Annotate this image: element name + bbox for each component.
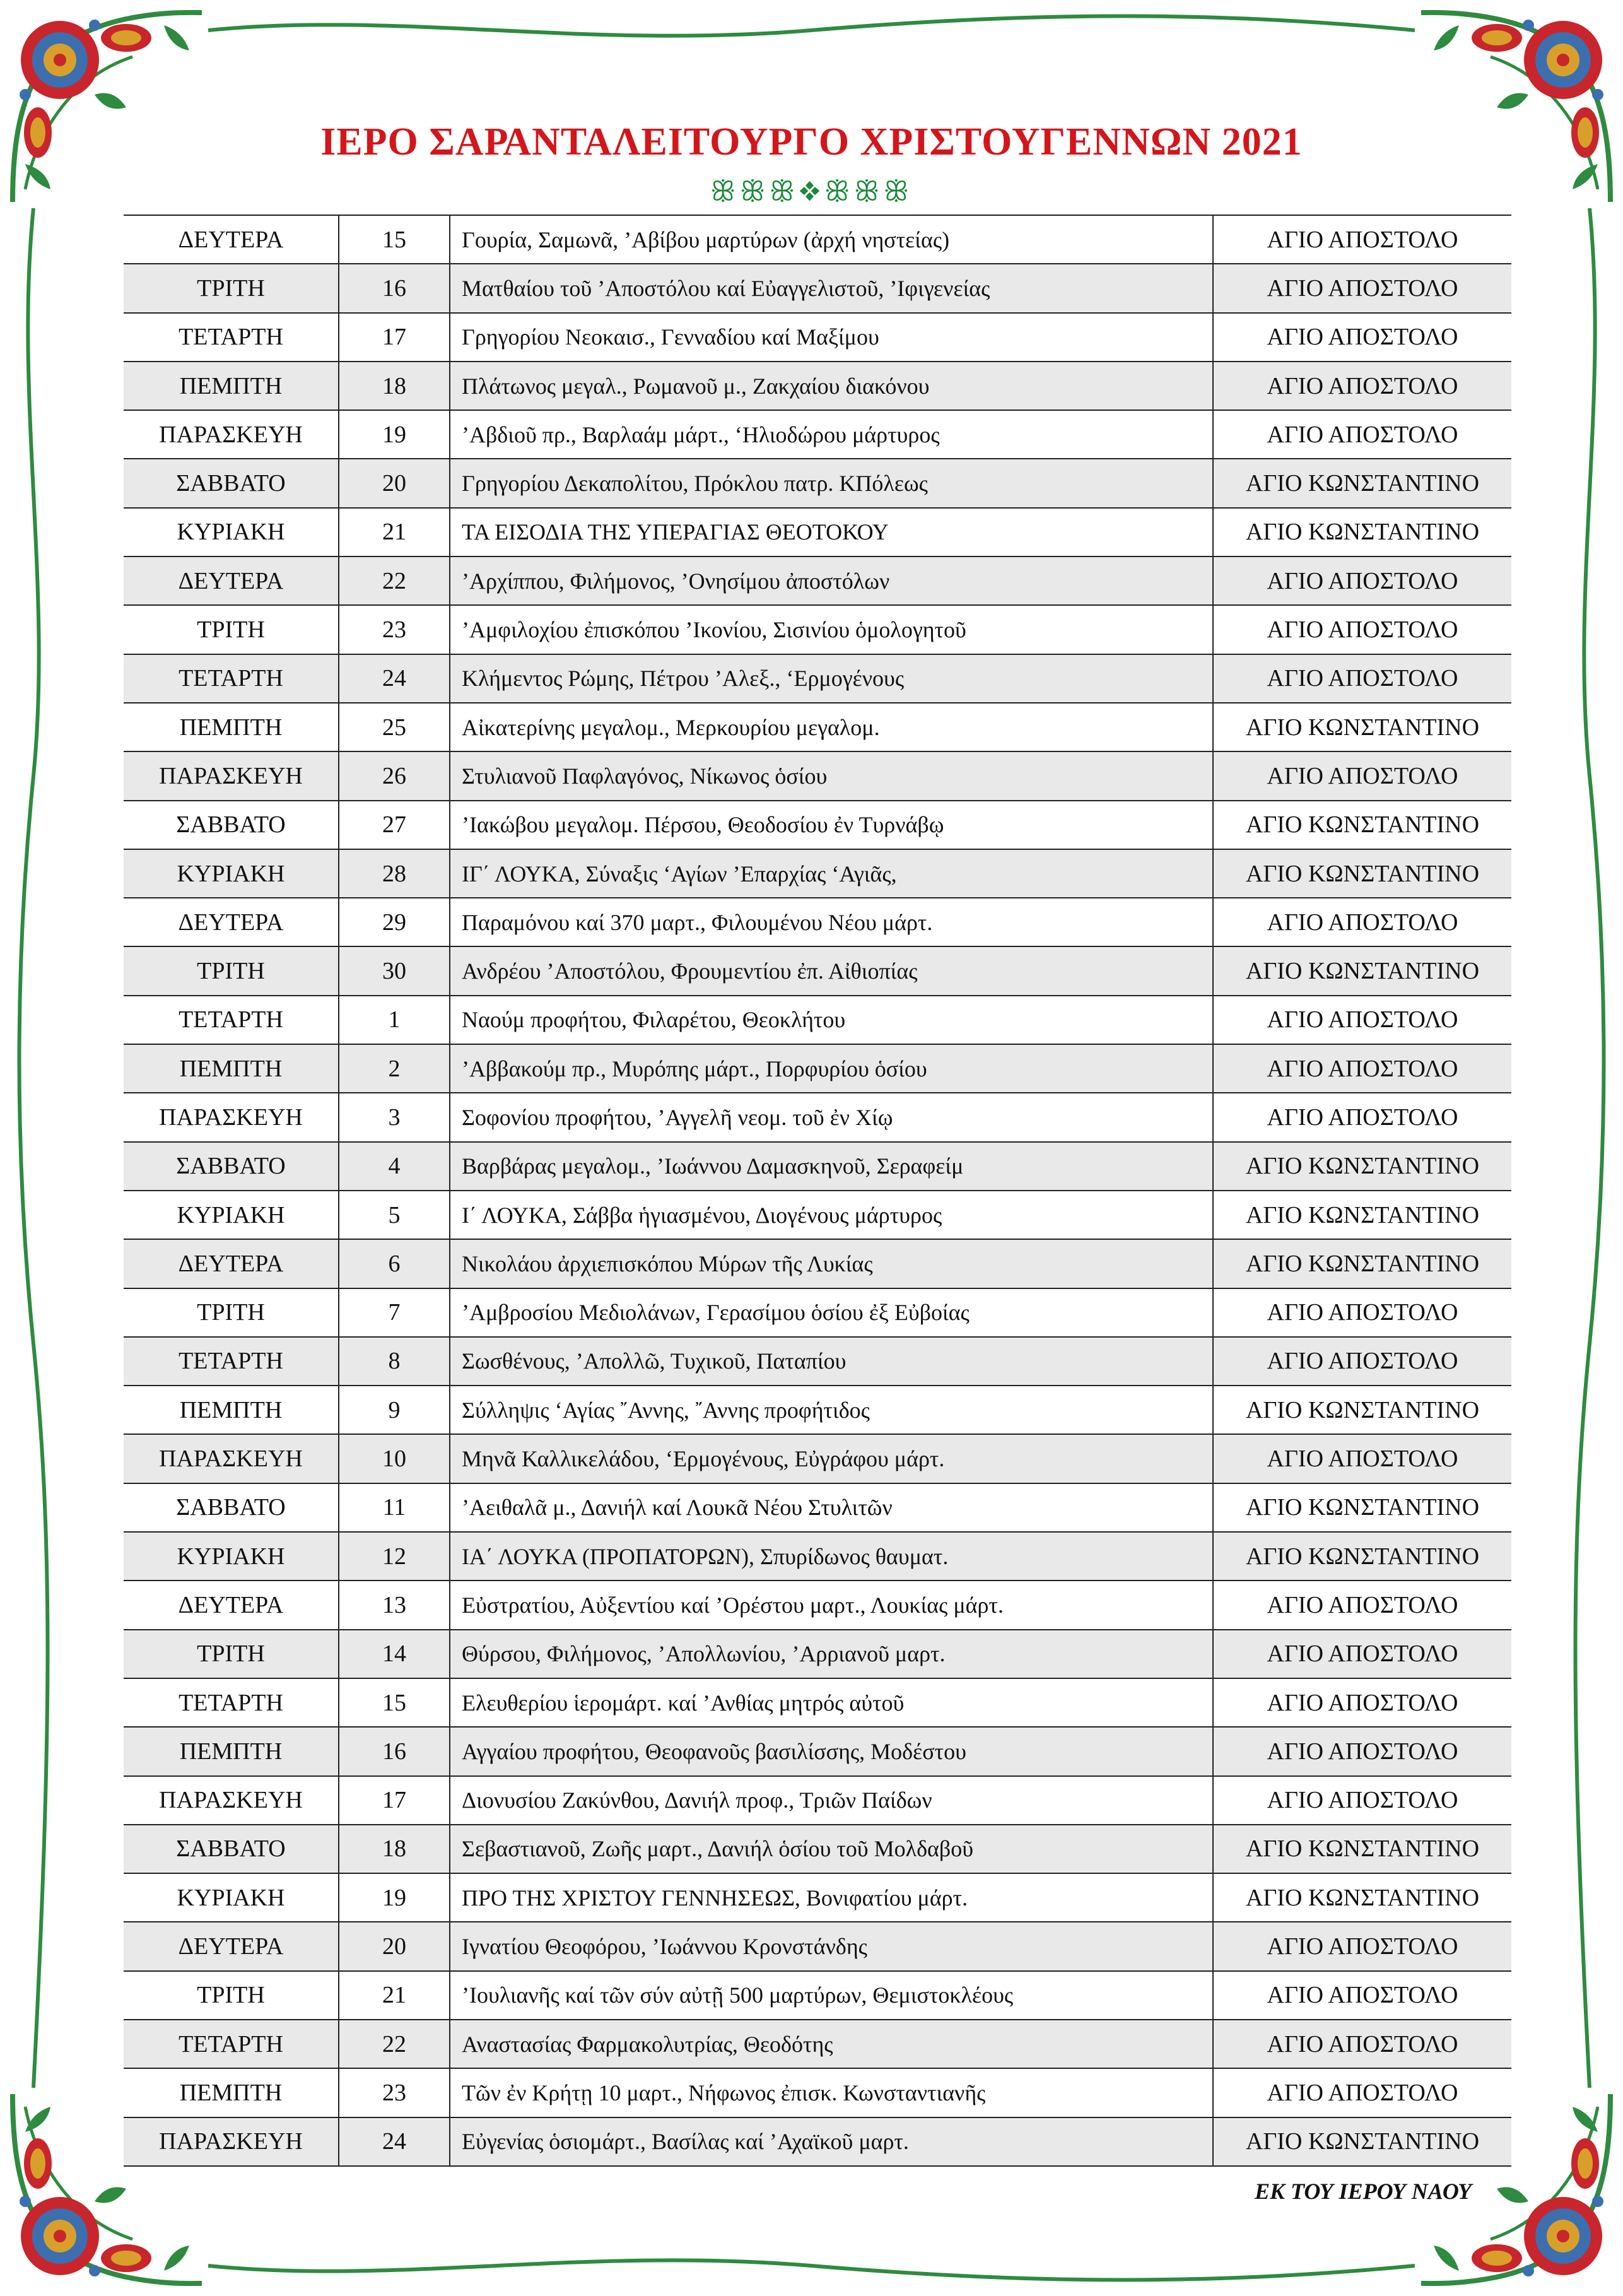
table-row [124,556,1511,605]
saints-cell: ’Αβδιοῦ πρ., Βαρλαάμ μάρτ., ‘Ηλιοδώρου μάρτυρος [450,410,1213,459]
table-row [124,1288,1511,1337]
day-cell: ΔΕΥΤΕΡΑ [124,215,339,264]
table-row [124,1678,1511,1727]
table-row [124,410,1511,459]
table-row [124,362,1511,410]
church-cell: ΑΓΙΟ ΑΠΟΣΤΟΛΟ [1213,1044,1511,1093]
church-cell: ΑΓΙΟ ΑΠΟΣΤΟΛΟ [1213,1581,1511,1629]
side-vine-left [11,208,56,2088]
table-row [124,751,1511,800]
saints-cell: Αἰκατερίνης μεγαλομ., Μερκουρίου μεγαλομ. [450,703,1213,751]
saints-cell: Ελευθερίου ἱερομάρτ. καί ’Ανθίας μητρός αὐτοῦ [450,1678,1213,1727]
church-cell: ΑΓΙΟ ΑΠΟΣΤΟΛΟ [1213,605,1511,654]
day-cell: ΠΑΡΑΣΚΕΥΗ [124,1776,339,1825]
day-cell: ΔΕΥΤΕΡΑ [124,1581,339,1629]
day-cell: ΤΕΤΑΡΤΗ [124,1337,339,1386]
church-cell: ΑΓΙΟ ΑΠΟΣΤΟΛΟ [1213,1971,1511,2020]
date-cell: 21 [339,508,450,556]
church-cell: ΑΓΙΟ ΚΩΝΣΤΑΝΤΙΝΟ [1213,459,1511,507]
date-cell: 17 [339,1776,450,1825]
date-cell: 2 [339,1044,450,1093]
date-cell: 19 [339,410,450,459]
church-cell: ΑΓΙΟ ΑΠΟΣΤΟΛΟ [1213,996,1511,1044]
saints-cell: ’Ιακώβου μεγαλομ. Πέρσου, Θεοδοσίου ἐν Τυρνάβῳ [450,801,1213,849]
date-cell: 4 [339,1142,450,1191]
day-cell: ΤΕΤΑΡΤΗ [124,313,339,362]
table-row [124,2068,1511,2117]
saints-cell: Διονυσίου Ζακύνθου, Δανιήλ προφ., Τριῶν Παίδων [450,1776,1213,1825]
corner-ornament-top-left [0,0,208,208]
day-cell: ΠΑΡΑΣΚΕΥΗ [124,1093,339,1141]
date-cell: 3 [339,1093,450,1141]
saints-cell: Βαρβάρας μεγαλομ., ’Ιωάννου Δαμασκηνοῦ, Σεραφείμ [450,1142,1213,1191]
day-cell: ΤΡΙΤΗ [124,946,339,995]
day-cell: ΤΡΙΤΗ [124,605,339,654]
table-row [124,2020,1511,2068]
day-cell: ΤΕΤΑΡΤΗ [124,1678,339,1727]
day-cell: ΤΡΙΤΗ [124,1630,339,1678]
saints-cell: ’Αμφιλοχίου ἐπισκόπου ’Ικονίου, Σισινίου ὁμολογητοῦ [450,605,1213,654]
church-cell: ΑΓΙΟ ΚΩΝΣΤΑΝΤΙΝΟ [1213,849,1511,898]
church-cell: ΑΓΙΟ ΚΩΝΣΤΑΝΤΙΝΟ [1213,703,1511,751]
church-cell: ΑΓΙΟ ΚΩΝΣΤΑΝΤΙΝΟ [1213,1825,1511,1873]
saints-cell: Μηνᾶ Καλλικελάδου, ‘Ερμογένους, Εὐγράφου μάρτ. [450,1434,1213,1483]
table-row [124,605,1511,654]
date-cell: 21 [339,1971,450,2020]
church-cell: ΑΓΙΟ ΑΠΟΣΤΟΛΟ [1213,313,1511,362]
day-cell: ΠΑΡΑΣΚΕΥΗ [124,1434,339,1483]
day-cell: ΣΑΒΒΑΤΟ [124,459,339,507]
saints-cell: Θύρσου, Φιλήμονος, ’Απολλωνίου, ’Αρριανοῦ μαρτ. [450,1630,1213,1678]
bottom-vine [208,2247,1415,2285]
church-cell: ΑΓΙΟ ΚΩΝΣΤΑΝΤΙΝΟ [1213,801,1511,849]
date-cell: 25 [339,703,450,751]
top-vine [208,11,1415,49]
saints-cell: ’Αρχίππου, Φιλήμονος, ’Ονησίμου ἀποστόλων [450,556,1213,605]
day-cell: ΚΥΡΙΑΚΗ [124,1532,339,1581]
saints-cell: Γρηγορίου Δεκαπολίτου, Πρόκλου πατρ. ΚΠόλεως [450,459,1213,507]
table-row [124,1483,1511,1532]
date-cell: 20 [339,459,450,507]
day-cell: ΠΑΡΑΣΚΕΥΗ [124,751,339,800]
day-cell: ΤΡΙΤΗ [124,1288,339,1337]
saints-cell: Κλήμεντος Ρώμης, Πέτρου ’Αλεξ., ‘Ερμογένους [450,654,1213,703]
church-cell: ΑΓΙΟ ΚΩΝΣΤΑΝΤΙΝΟ [1213,1191,1511,1239]
table-row [124,1044,1511,1093]
table-row [124,654,1511,703]
saints-cell: ’Αειθαλᾶ μ., Δανιήλ καί Λουκᾶ Νέου Στυλιτῶν [450,1483,1213,1532]
table-row [124,1239,1511,1288]
saints-cell: Σύλληψις ‘Αγίας ῎Αννης, ῎Αννης προφήτιδος [450,1386,1213,1434]
table-row [124,1727,1511,1775]
church-cell: ΑΓΙΟ ΑΠΟΣΤΟΛΟ [1213,215,1511,264]
date-cell: 17 [339,313,450,362]
table-row [124,1581,1511,1629]
date-cell: 23 [339,605,450,654]
date-cell: 7 [339,1288,450,1337]
church-cell: ΑΓΙΟ ΑΠΟΣΤΟΛΟ [1213,1678,1511,1727]
church-cell: ΑΓΙΟ ΑΠΟΣΤΟΛΟ [1213,362,1511,410]
saints-cell: Εὐστρατίου, Αὐξεντίου καί ’Ορέστου μαρτ., Λουκίας μάρτ. [450,1581,1213,1629]
saints-cell: Ιγνατίου Θεοφόρου, ’Ιωάννου Κρονστάνδης [450,1922,1213,1970]
saints-cell: Νικολάου ἀρχιεπισκόπου Μύρων τῆς Λυκίας [450,1239,1213,1288]
day-cell: ΠΕΜΠΤΗ [124,1044,339,1093]
church-cell: ΑΓΙΟ ΑΠΟΣΤΟΛΟ [1213,1727,1511,1775]
date-cell: 16 [339,1727,450,1775]
day-cell: ΣΑΒΒΑΤΟ [124,1142,339,1191]
church-cell: ΑΓΙΟ ΑΠΟΣΤΟΛΟ [1213,2020,1511,2068]
day-cell: ΠΑΡΑΣΚΕΥΗ [124,410,339,459]
day-cell: ΔΕΥΤΕΡΑ [124,556,339,605]
table-row [124,1630,1511,1678]
saints-cell: ΤΑ ΕΙΣΟΔΙΑ ΤΗΣ ΥΠΕΡΑΓΙΑΣ ΘΕΟΤΟΚΟΥ [450,508,1213,556]
date-cell: 18 [339,1825,450,1873]
church-cell: ΑΓΙΟ ΚΩΝΣΤΑΝΤΙΝΟ [1213,946,1511,995]
church-cell: ΑΓΙΟ ΚΩΝΣΤΑΝΤΙΝΟ [1213,1483,1511,1532]
table-row [124,849,1511,898]
table-row [124,2117,1511,2166]
date-cell: 14 [339,1630,450,1678]
church-cell: ΑΓΙΟ ΑΠΟΣΤΟΛΟ [1213,1093,1511,1141]
church-cell: ΑΓΙΟ ΑΠΟΣΤΟΛΟ [1213,1337,1511,1386]
saints-cell: Στυλιανοῦ Παφλαγόνος, Νίκωνος ὁσίου [450,751,1213,800]
church-cell: ΑΓΙΟ ΑΠΟΣΤΟΛΟ [1213,654,1511,703]
table-row [124,1971,1511,2020]
table-row [124,801,1511,849]
corner-ornament-top-right [1415,0,1623,208]
saints-cell: Εὐγενίας ὁσιομάρτ., Βασίλας καί ’Αχαϊκοῦ μαρτ. [450,2117,1213,2166]
date-cell: 20 [339,1922,450,1970]
table-row [124,1142,1511,1191]
church-cell: ΑΓΙΟ ΑΠΟΣΤΟΛΟ [1213,410,1511,459]
church-cell: ΑΓΙΟ ΚΩΝΣΤΑΝΤΙΝΟ [1213,1239,1511,1288]
day-cell: ΠΕΜΠΤΗ [124,1727,339,1775]
page-title: ΙΕΡΟ ΣΑΡΑΝΤΑΛΕΙΤΟΥΡΓΟ ΧΡΙΣΤΟΥΓΕΝΝΩΝ 2021 [320,121,1303,163]
day-cell: ΔΕΥΤΕΡΑ [124,1239,339,1288]
church-cell: ΑΓΙΟ ΑΠΟΣΤΟΛΟ [1213,2068,1511,2117]
date-cell: 12 [339,1532,450,1581]
date-cell: 30 [339,946,450,995]
saints-cell: ’Αββακούμ πρ., Μυρόπης μάρτ., Πορφυρίου ὁσίου [450,1044,1213,1093]
day-cell: ΤΡΙΤΗ [124,1971,339,2020]
liturgy-schedule-table [124,215,1511,2167]
table-row [124,459,1511,507]
date-cell: 27 [339,801,450,849]
date-cell: 24 [339,654,450,703]
church-cell: ΑΓΙΟ ΚΩΝΣΤΑΝΤΙΝΟ [1213,2117,1511,2166]
date-cell: 11 [339,1483,450,1532]
church-cell: ΑΓΙΟ ΚΩΝΣΤΑΝΤΙΝΟ [1213,1873,1511,1922]
day-cell: ΠΕΜΠΤΗ [124,362,339,410]
side-vine-right [1567,208,1612,2088]
day-cell: ΤΕΤΑΡΤΗ [124,654,339,703]
date-cell: 26 [339,751,450,800]
day-cell: ΚΥΡΙΑΚΗ [124,508,339,556]
date-cell: 29 [339,898,450,946]
church-cell: ΑΓΙΟ ΚΩΝΣΤΑΝΤΙΝΟ [1213,1386,1511,1434]
table-row [124,1093,1511,1141]
title-divider-ornament: ꕥꕥꕥ❖ꕥꕥꕥ [710,175,913,208]
day-cell: ΣΑΒΒΑΤΟ [124,1483,339,1532]
day-cell: ΔΕΥΤΕΡΑ [124,1922,339,1970]
table-row [124,898,1511,946]
saints-cell: Γουρία, Σαμωνᾶ, ’Αβίβου μαρτύρων (ἀρχή νηστείας) [450,215,1213,264]
date-cell: 28 [339,849,450,898]
saints-cell: Γρηγορίου Νεοκαισ., Γενναδίου καί Μαξίμου [450,313,1213,362]
saints-cell: Ναούμ προφήτου, Φιλαρέτου, Θεοκλήτου [450,996,1213,1044]
table-row [124,1434,1511,1483]
date-cell: 22 [339,2020,450,2068]
church-cell: ΑΓΙΟ ΑΠΟΣΤΟΛΟ [1213,556,1511,605]
saints-cell: ’Αμβροσίου Μεδιολάνων, Γερασίμου ὁσίου ἐξ Εὐβοίας [450,1288,1213,1337]
date-cell: 13 [339,1581,450,1629]
saints-cell: Σεβαστιανοῦ, Ζωῆς μαρτ., Δανιήλ ὁσίου τοῦ Μολδαβοῦ [450,1825,1213,1873]
date-cell: 24 [339,2117,450,2166]
church-cell: ΑΓΙΟ ΚΩΝΣΤΑΝΤΙΝΟ [1213,508,1511,556]
day-cell: ΠΕΜΠΤΗ [124,703,339,751]
date-cell: 5 [339,1191,450,1239]
church-cell: ΑΓΙΟ ΚΩΝΣΤΑΝΤΙΝΟ [1213,1532,1511,1581]
saints-cell: Ι΄ ΛΟΥΚΑ, Σάββα ἡγιασμένου, Διογένους μάρτυρος [450,1191,1213,1239]
saints-cell: ’Ιουλιανῆς καί τῶν σύν αὐτῇ 500 μαρτύρων, Θεμιστοκλέους [450,1971,1213,2020]
saints-cell: ΙΓ΄ ΛΟΥΚΑ, Σύναξις ‘Αγίων ’Επαρχίας ‘Αγιᾶς, [450,849,1213,898]
date-cell: 16 [339,264,450,312]
date-cell: 18 [339,362,450,410]
church-cell: ΑΓΙΟ ΑΠΟΣΤΟΛΟ [1213,898,1511,946]
saints-cell: ΙΑ΄ ΛΟΥΚΑ (ΠΡΟΠΑΤΟΡΩΝ), Σπυρίδωνος θαυματ. [450,1532,1213,1581]
date-cell: 22 [339,556,450,605]
day-cell: ΠΑΡΑΣΚΕΥΗ [124,2117,339,2166]
saints-cell: Αναστασίας Φαρμακολυτρίας, Θεοδότης [450,2020,1213,2068]
table-row [124,508,1511,556]
date-cell: 15 [339,1678,450,1727]
church-cell: ΑΓΙΟ ΑΠΟΣΤΟΛΟ [1213,264,1511,312]
day-cell: ΤΕΤΑΡΤΗ [124,2020,339,2068]
church-cell: ΑΓΙΟ ΑΠΟΣΤΟΛΟ [1213,1434,1511,1483]
date-cell: 8 [339,1337,450,1386]
church-cell: ΑΓΙΟ ΑΠΟΣΤΟΛΟ [1213,751,1511,800]
day-cell: ΚΥΡΙΑΚΗ [124,849,339,898]
table-row [124,703,1511,751]
day-cell: ΠΕΜΠΤΗ [124,2068,339,2117]
saints-cell: Πλάτωνος μεγαλ., Ρωμανοῦ μ., Ζακχαίου διακόνου [450,362,1213,410]
church-cell: ΑΓΙΟ ΑΠΟΣΤΟΛΟ [1213,1288,1511,1337]
date-cell: 19 [339,1873,450,1922]
table-row [124,1922,1511,1970]
day-cell: ΣΑΒΒΑΤΟ [124,801,339,849]
date-cell: 23 [339,2068,450,2117]
table-row [124,1825,1511,1873]
saints-cell: Σωσθένους, ’Απολλῶ, Τυχικοῦ, Παταπίου [450,1337,1213,1386]
day-cell: ΚΥΡΙΑΚΗ [124,1191,339,1239]
day-cell: ΤΕΤΑΡΤΗ [124,996,339,1044]
table-row [124,1532,1511,1581]
table-row [124,1873,1511,1922]
day-cell: ΠΕΜΠΤΗ [124,1386,339,1434]
footer-signature: ΕΚ ΤΟΥ ΙΕΡΟΥ ΝΑΟΥ [1255,2179,1472,2204]
saints-cell: Αγγαίου προφήτου, Θεοφανοῦς βασιλίσσης, Μοδέστου [450,1727,1213,1775]
saints-cell: Σοφονίου προφήτου, ’Αγγελῆ νεομ. τοῦ ἐν Χίῳ [450,1093,1213,1141]
table-row [124,996,1511,1044]
date-cell: 10 [339,1434,450,1483]
church-cell: ΑΓΙΟ ΑΠΟΣΤΟΛΟ [1213,1630,1511,1678]
table-row [124,313,1511,362]
church-cell: ΑΓΙΟ ΚΩΝΣΤΑΝΤΙΝΟ [1213,1142,1511,1191]
saints-cell: Παραμόνου καί 370 μαρτ., Φιλουμένου Νέου μάρτ. [450,898,1213,946]
day-cell: ΣΑΒΒΑΤΟ [124,1825,339,1873]
saints-cell: Ανδρέου ’Αποστόλου, Φρουμεντίου ἐπ. Αἰθιοπίας [450,946,1213,995]
day-cell: ΔΕΥΤΕΡΑ [124,898,339,946]
date-cell: 1 [339,996,450,1044]
table-row [124,946,1511,995]
church-cell: ΑΓΙΟ ΑΠΟΣΤΟΛΟ [1213,1922,1511,1970]
date-cell: 9 [339,1386,450,1434]
day-cell: ΤΡΙΤΗ [124,264,339,312]
saints-cell: ΠΡΟ ΤΗΣ ΧΡΙΣΤΟΥ ΓΕΝΝΗΣΕΩΣ, Βονιφατίου μάρτ. [450,1873,1213,1922]
church-cell: ΑΓΙΟ ΑΠΟΣΤΟΛΟ [1213,1776,1511,1825]
date-cell: 15 [339,215,450,264]
table-row [124,1337,1511,1386]
saints-cell: Ματθαίου τοῦ ’Αποστόλου καί Εὐαγγελιστοῦ, ’Ιφιγενείας [450,264,1213,312]
table-row [124,264,1511,312]
table-row [124,215,1511,264]
date-cell: 6 [339,1239,450,1288]
day-cell: ΚΥΡΙΑΚΗ [124,1873,339,1922]
saints-cell: Τῶν ἐν Κρήτῃ 10 μαρτ., Νήφωνος ἐπισκ. Κωνσταντιανῆς [450,2068,1213,2117]
table-row [124,1776,1511,1825]
table-row [124,1191,1511,1239]
table-row [124,1386,1511,1434]
